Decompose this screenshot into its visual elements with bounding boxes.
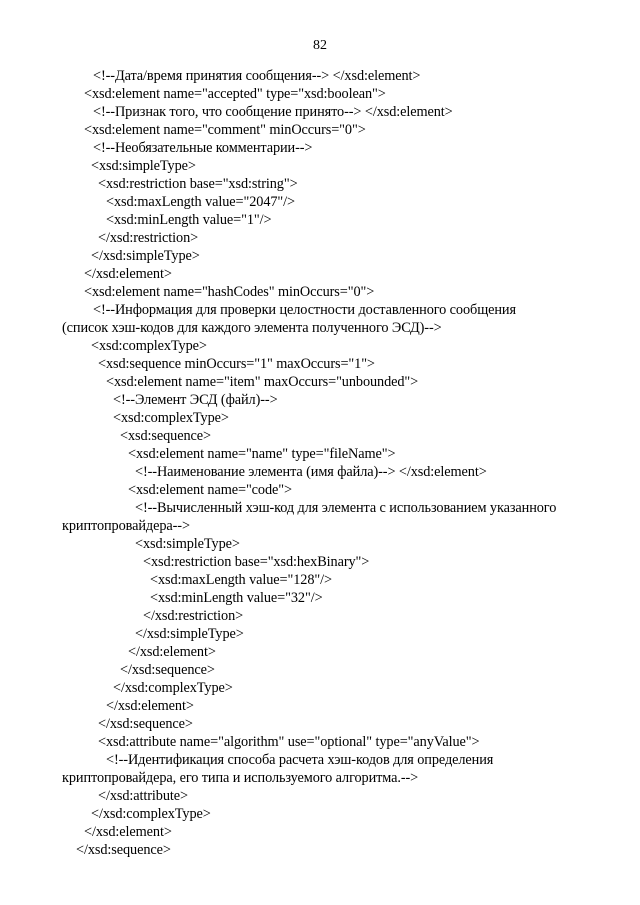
code-line: <xsd:sequence minOccurs="1" maxOccurs="1"> — [98, 356, 375, 372]
code-line: <!--Дата/время принятия сообщения--> </xsd:element> — [93, 68, 421, 84]
code-line: криптопровайдера, его типа и используемого алгоритма.--> — [62, 770, 419, 786]
code-line: <xsd:minLength value="1"/> — [106, 212, 272, 228]
code-line: (список хэш-кодов для каждого элемента полученного ЭСД)--> — [62, 320, 442, 336]
code-line: <xsd:simpleType> — [91, 158, 196, 174]
code-line: <xsd:complexType> — [113, 410, 229, 426]
code-line: <xsd:element name="item" maxOccurs="unbounded"> — [106, 374, 419, 390]
code-line: </xsd:sequence> — [76, 842, 171, 858]
code-line: <!--Признак того, что сообщение принято--> </xsd:element> — [93, 104, 453, 120]
code-line: <xsd:maxLength value="128"/> — [150, 572, 332, 588]
code-line: <xsd:sequence> — [120, 428, 211, 444]
code-line: </xsd:attribute> — [98, 788, 188, 804]
code-line: </xsd:element> — [128, 644, 216, 660]
code-line: <!--Вычисленный хэш-код для элемента с использованием указанного — [135, 500, 557, 516]
code-line: </xsd:sequence> — [120, 662, 215, 678]
code-line: <xsd:simpleType> — [135, 536, 240, 552]
code-line: <xsd:maxLength value="2047"/> — [106, 194, 296, 210]
code-line: </xsd:restriction> — [143, 608, 244, 624]
code-line: </xsd:simpleType> — [91, 248, 200, 264]
code-line: </xsd:sequence> — [98, 716, 193, 732]
code-line: <xsd:element name="comment" minOccurs="0"> — [84, 122, 366, 138]
code-line: криптопровайдера--> — [62, 518, 190, 534]
code-line: </xsd:complexType> — [113, 680, 233, 696]
code-line: </xsd:restriction> — [98, 230, 199, 246]
code-line: <!--Необязательные комментарии--> — [93, 140, 313, 156]
code-line: <!--Наименование элемента (имя файла)--> </xsd:element> — [135, 464, 487, 480]
code-line: <xsd:element name="name" type="fileName"> — [128, 446, 396, 462]
code-line: <!--Идентификация способа расчета хэш-кодов для определения — [106, 752, 494, 768]
code-line: <xsd:element name="accepted" type="xsd:boolean"> — [84, 86, 386, 102]
code-line: </xsd:simpleType> — [135, 626, 244, 642]
code-line: </xsd:element> — [84, 824, 172, 840]
code-line: <xsd:complexType> — [91, 338, 207, 354]
code-line: </xsd:complexType> — [91, 806, 211, 822]
code-line: </xsd:element> — [84, 266, 172, 282]
code-line: </xsd:element> — [106, 698, 194, 714]
code-line: <xsd:restriction base="xsd:string"> — [98, 176, 298, 192]
code-line: <!--Информация для проверки целостности доставленного сообщения — [93, 302, 516, 318]
code-line: <!--Элемент ЭСД (файл)--> — [113, 392, 278, 408]
code-line: <xsd:minLength value="32"/> — [150, 590, 323, 606]
page-number: 82 — [313, 38, 327, 53]
code-line: <xsd:restriction base="xsd:hexBinary"> — [143, 554, 370, 570]
code-line: <xsd:attribute name="algorithm" use="optional" type="anyValue"> — [98, 734, 480, 750]
code-line: <xsd:element name="code"> — [128, 482, 292, 498]
code-line: <xsd:element name="hashCodes" minOccurs="0"> — [84, 284, 375, 300]
